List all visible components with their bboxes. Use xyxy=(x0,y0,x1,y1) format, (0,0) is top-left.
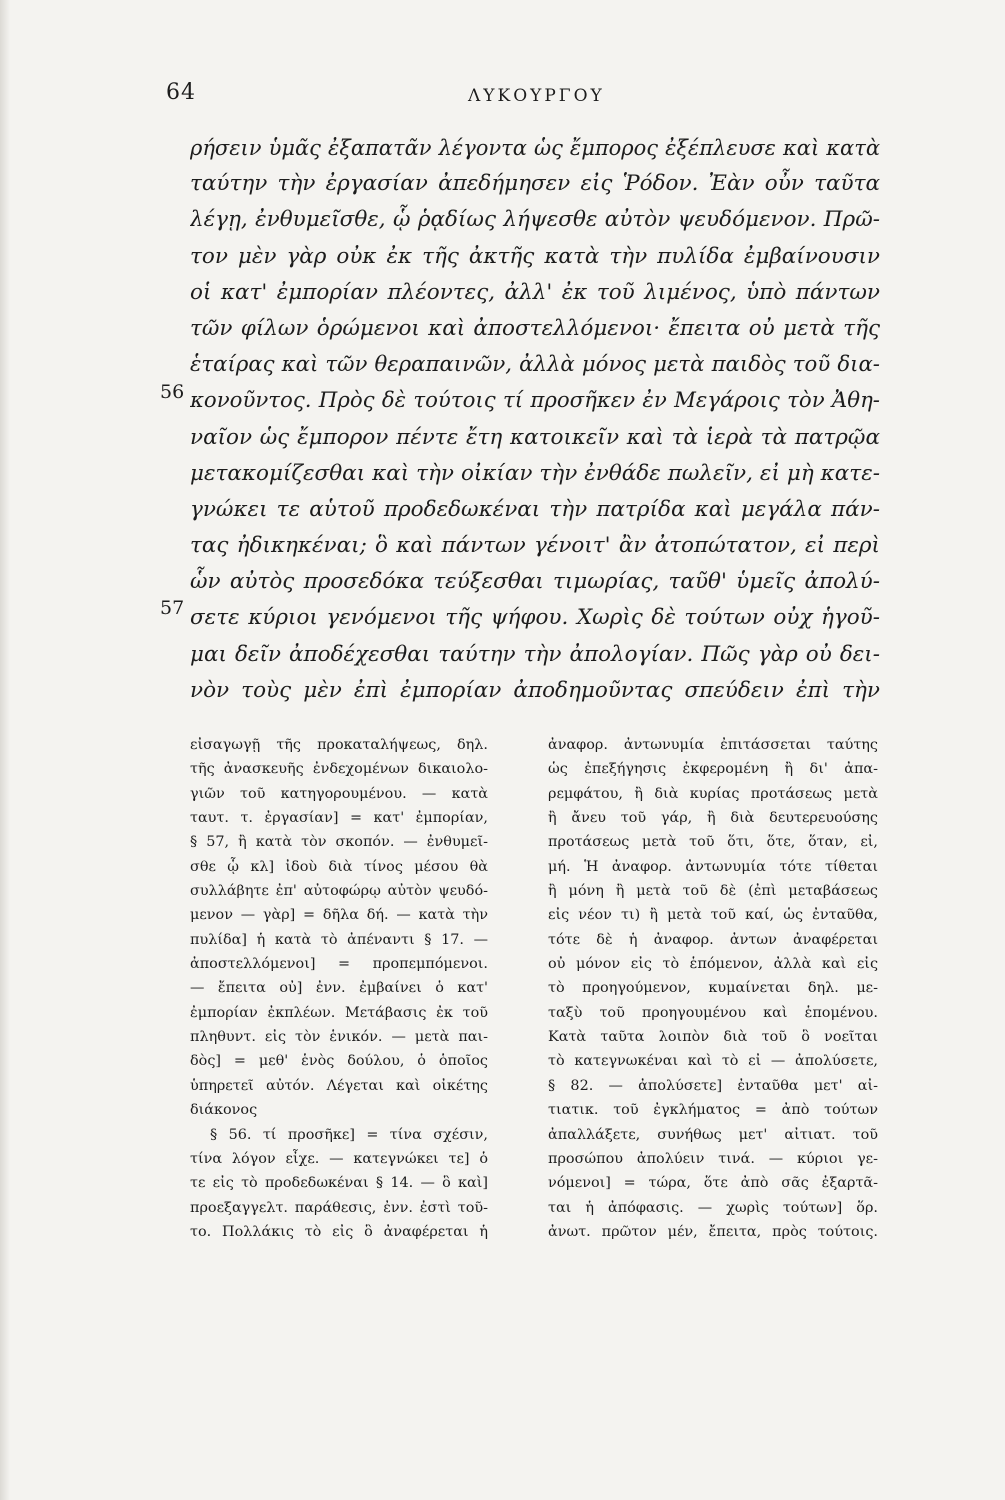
main-text-line: ὧν αὐτὸς προσεδόκα τεύξεσθαι τιμωρίας, ταῦθ' ὑμεῖς ἀπολύ- xyxy=(190,569,880,595)
main-text-line: ταύτην τὴν ἐργασίαν ἀπεδήμησεν εἰς Ῥόδον. Ἐὰν οὖν ταῦτα xyxy=(190,171,880,197)
commentary-line: προεξαγγελτ. παράθεσις, ἐνν. ἐστὶ τοῦ- xyxy=(190,1199,488,1216)
commentary-left-column xyxy=(190,733,488,1244)
commentary-line: ὑπηρετεῖ αὐτόν. Λέγεται καὶ οἰκέτης xyxy=(190,1077,488,1094)
commentary-line: συλλάβητε ἐπ' αὐτοφώρῳ αὐτὸν ψευδό- xyxy=(190,883,488,900)
commentary-line: § 56. τί προσῆκε] = τίνα σχέσιν, xyxy=(210,1126,488,1143)
main-text-line: νὸν τοὺς μὲν ἐπὶ ἐμπορίαν ἀποδημοῦντας σπεύδειν ἐπὶ τὴν xyxy=(190,677,880,703)
main-text-line: τας ἠδικηκέναι; ὃ καὶ πάντων γένοιτ' ἂν ἀτοπώτατον, εἰ περὶ xyxy=(190,533,880,559)
commentary-line: πυλίδα] ἡ κατὰ τὸ ἀπέναντι § 17. — xyxy=(190,931,488,948)
commentary-line: οὐ μόνον εἰς τὸ ἑπόμενον, ἀλλὰ καὶ εἰς xyxy=(548,956,878,973)
commentary-line: τὸ προηγούμενον, κυμαίνεται δηλ. με- xyxy=(548,980,878,997)
main-text-line: ἑταίρας καὶ τῶν θεραπαινῶν, ἀλλὰ μόνος μετὰ παιδὸς τοῦ δια- xyxy=(190,352,880,378)
main-text-line: τῶν φίλων ὁρώμενοι καὶ ἀποστελλόμενοι· ἔπειτα οὐ μετὰ τῆς xyxy=(190,315,880,341)
commentary-line: ρεμφάτου, ἢ διὰ κυρίας προτάσεως μετὰ xyxy=(548,785,878,802)
commentary-line: τε εἰς τὸ προδεδωκέναι § 14. — ὃ καὶ] xyxy=(190,1175,488,1192)
commentary-line: ἀναφορ. ἀντωνυμία ἐπιτάσσεται ταύτης xyxy=(548,737,878,753)
commentary-line: ἢ ἄνευ τοῦ γάρ, ἢ διὰ δευτερευούσης xyxy=(548,810,878,827)
commentary-line: τὸ κατεγνωκέναι καὶ τὸ εἰ — ἀπολύσετε, xyxy=(548,1053,878,1070)
commentary-line: σθε ᾧ κλ] ἰδοὺ διὰ τίνος μέσου θὰ xyxy=(190,858,488,875)
commentary-line: μή. Ἡ ἀναφορ. ἀντωνυμία τότε τίθεται xyxy=(548,858,878,875)
commentary-line: νόμενοι] = τώρα, ὅτε ἀπὸ σᾶς ἐξαρτᾶ- xyxy=(548,1175,878,1192)
main-text-line: κονοῦντος. Πρὸς δὲ τούτοις τί προσῆκεν ἐν Μεγάροις τὸν Ἀθη- xyxy=(190,388,880,414)
running-title: ΛΥΚΟΥΡΓΟΥ xyxy=(468,86,605,106)
commentary-line: τῆς ἀνασκευῆς ἐνδεχομένων δικαιολο- xyxy=(190,761,488,778)
commentary-line: ἀνωτ. πρῶτον μέν, ἔπειτα, πρὸς τούτοις. xyxy=(548,1223,878,1240)
main-text-block xyxy=(190,130,880,709)
main-text-line: μετακομίζεσθαι καὶ τὴν οἰκίαν τὴν ἐνθάδε πωλεῖν, εἰ μὴ κατε- xyxy=(190,460,880,486)
commentary-line: το. Πολλάκις τὸ εἰς ὃ ἀναφέρεται ἡ xyxy=(190,1223,488,1240)
commentary-line: ἀπαλλάξετε, συνήθως μετ' αἰτιατ. τοῦ xyxy=(548,1126,878,1143)
commentary-line: διάκονος xyxy=(190,1102,258,1119)
commentary-line: ἀποστελλόμενοι] = προπεμπόμενοι. xyxy=(190,956,488,973)
commentary-line: τίνα λόγον εἶχε. — κατεγνώκει τε] ὁ xyxy=(190,1150,488,1167)
commentary-line: εἰς νέον τι) ἢ μετὰ τοῦ καί, ὡς ἐνταῦθα, xyxy=(548,907,878,924)
main-text-line: λέγῃ, ἐνθυμεῖσθε, ᾧ ῥᾳδίως λήψεσθε αὐτὸν ψευδόμενον. Πρῶ- xyxy=(190,207,880,233)
commentary-line: ταξὺ τοῦ προηγουμένου καὶ ἑπομένου. xyxy=(548,1004,878,1021)
margin-section-number: 57 xyxy=(160,597,185,619)
commentary-line: § 57, ἢ κατὰ τὸν σκοπόν. — ἐνθυμεῖ- xyxy=(190,834,488,851)
commentary-line: — ἔπειτα οὐ] ἐνν. ἐμβαίνει ὁ κατ' xyxy=(190,980,488,997)
commentary-line: προτάσεως μετὰ τοῦ ὅτι, ὅτε, ὅταν, εἰ, xyxy=(548,834,878,851)
main-text-line: τον μὲν γὰρ οὐκ ἐκ τῆς ἀκτῆς κατὰ τὴν πυλίδα ἐμβαίνουσιν xyxy=(190,243,880,269)
commentary-line: ταυτ. τ. ἐργασίαν] = κατ' ἐμπορίαν, xyxy=(190,810,488,827)
margin-section-number: 56 xyxy=(160,381,185,403)
commentary-line: τιατικ. τοῦ ἐγκλήματος = ἀπὸ τούτων xyxy=(548,1102,878,1119)
commentary-line: § 82. — ἀπολύσετε] ἐνταῦθα μετ' αἰ- xyxy=(548,1077,878,1094)
main-text-line: οἱ κατ' ἐμπορίαν πλέοντες, ἀλλ' ἐκ τοῦ λιμένος, ὑπὸ πάντων xyxy=(190,279,880,305)
main-text-line: γνώκει τε αὑτοῦ προδεδωκέναι τὴν πατρίδα καὶ μεγάλα πάν- xyxy=(190,496,880,522)
commentary-line: προσώπου ἀπολύειν τινά. — κύριοι γε- xyxy=(548,1150,878,1167)
commentary-line: τότε δὲ ἡ ἀναφορ. ἀντων ἀναφέρεται xyxy=(548,931,878,948)
main-text-line: ναῖον ὡς ἔμπορον πέντε ἔτη κατοικεῖν καὶ τὰ ἱερὰ τὰ πατρῷα xyxy=(190,424,880,450)
commentary-line: Κατὰ ταῦτα λοιπὸν διὰ τοῦ ὃ νοεῖται xyxy=(548,1029,878,1046)
commentary-line: ται ἡ ἀπόφασις. — χωρὶς τούτων] ὅρ. xyxy=(548,1199,878,1216)
page-number: 64 xyxy=(166,80,196,105)
commentary-line: εἰσαγωγῇ τῆς προκαταλήψεως, δηλ. xyxy=(190,737,488,753)
commentary-line: γιῶν τοῦ κατηγορουμένου. — κατὰ xyxy=(190,785,488,802)
commentary-line: ἢ μόνη ἢ μετὰ τοῦ δὲ (ἐπὶ μεταβάσεως xyxy=(548,883,878,900)
commentary-line: ὡς ἐπεξήγησις ἐκφερομένη ἢ δι' ἀπα- xyxy=(548,761,878,778)
page-edge-shadow xyxy=(0,0,10,1500)
commentary-line: ἐμπορίαν ἐκπλέων. Μετάβασις ἐκ τοῦ xyxy=(190,1004,488,1021)
commentary-line: πληθυντ. εἰς τὸν ἑνικόν. — μετὰ παι- xyxy=(190,1029,488,1046)
main-text-line: μαι δεῖν ἀποδέχεσθαι ταύτην τὴν ἀπολογίαν. Πῶς γὰρ οὐ δει- xyxy=(190,641,880,667)
commentary-right-column xyxy=(548,733,878,1244)
commentary-line: μενον — γὰρ] = δῆλα δή. — κατὰ τὴν xyxy=(190,907,488,924)
commentary-line: δὸς] = μεθ' ἑνὸς δούλου, ὁ ὁποῖος xyxy=(190,1053,488,1070)
main-text-line: ρήσειν ὑμᾶς ἐξαπατᾶν λέγοντα ὡς ἔμπορος ἐξέπλευσε καὶ κατὰ xyxy=(190,136,880,160)
main-text-line: σετε κύριοι γενόμενοι τῆς ψήφου. Χωρὶς δὲ τούτων οὐχ ἡγοῦ- xyxy=(190,605,880,631)
